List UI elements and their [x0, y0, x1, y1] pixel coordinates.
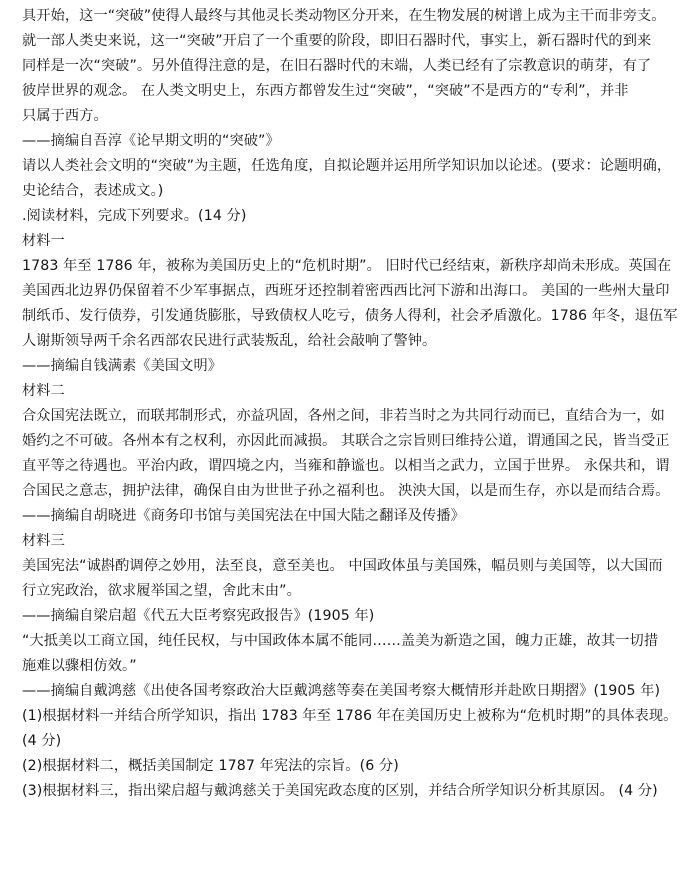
source-citation: ——摘编自戴鸿慈《出使各国考察政治大臣戴鸿慈等奏在美国考察大概情形并赴欧日期摺》(1905 年) [22, 683, 661, 699]
text-line: 只属于西方。 [22, 108, 108, 124]
text-line: 美国宪法“诚斟酌调停之妙用，法至良，意至美也。 中国政体虽与美国殊，幅员则与美国等，以大国而 [22, 558, 663, 574]
source-citation: ——摘编自吾淳《论早期文明的“突破”》 [22, 133, 280, 149]
material-heading: 材料一 [22, 233, 65, 249]
question-prompt: 请以人类社会文明的“突破”为主题，任选角度，自拟论题并运用所学知识加以论述。(要求：论题明确， [22, 158, 672, 174]
text-line: 合众国宪法既立，而联邦制形式，亦益巩固，各州之间，非若当时之为共同行动而已，直结合为一，如 [22, 408, 665, 424]
text-line: 彼岸世界的观念。 在人类文明史上，东西方都曾发生过“突破”，“突破”不是西方的“专利”，并非 [22, 83, 629, 99]
question-item: (4 分) [22, 733, 62, 749]
source-citation: ——摘编自胡晓进《商务印书馆与美国宪法在中国大陆之翻译及传播》 [22, 508, 465, 524]
text-line: 直平等之待遇也。平治内政，谓四境之内，当雍和静谧也。以相当之武力，立国于世界。 永保共和，谓 [22, 458, 670, 474]
text-line: 同样是一次“突破”。另外值得注意的是，在旧石器时代的末端，人类已经有了宗教意识的萌芽，有了 [22, 58, 652, 74]
text-line: 就一部人类史来说，这一“突破”开启了一个重要的阶段，即旧石器时代，事实上，新石器时代的到来 [22, 33, 652, 49]
text-line: 人谢斯领导两千余名西部农民进行武装叛乱，给社会敲响了警钟。 [22, 333, 437, 349]
question-item: (2)根据材料二，概括美国制定 1787 年宪法的宗旨。(6 分) [22, 758, 399, 774]
text-line: 婚约之不可破。各州本有之权利，亦因此而减损。 其联合之宗旨则曰维持公道，谓通国之民，皆当受正 [22, 433, 670, 449]
text-line: 行立宪政治，欲求履举国之望，舍此末由”。 [22, 583, 301, 599]
question-heading: .阅读材料，完成下列要求。(14 分) [22, 208, 247, 224]
text-line: “大抵美以工商立国，纯任民权，与中国政体本属不能同……盖美为新造之国，魄力正雄，故其一切措 [22, 633, 659, 649]
material-heading: 材料二 [22, 383, 65, 399]
question-prompt: 史论结合，表述成文。) [22, 183, 164, 199]
source-citation: ——摘编自梁启超《代五大臣考察宪政报告》(1905 年) [22, 608, 375, 624]
text-line: 1783 年至 1786 年，被称为美国历史上的“危机时期”。 旧时代已经结束，新秩序却尚未形成。英国在 [22, 258, 672, 274]
question-item: (1)根据材料一并结合所学知识，指出 1783 年至 1786 年在美国历史上被称为“危机时期”的具体表现。 [22, 708, 678, 724]
material-heading: 材料三 [22, 533, 65, 549]
source-citation: ——摘编自钱满素《美国文明》 [22, 358, 223, 374]
question-item: (3)根据材料三，指出梁启超与戴鸿慈关于美国宪政态度的区别，并结合所学知识分析其原因。 (4 分) [22, 783, 658, 799]
text-line: 美国西北边界仍保留着不少军事据点，西班牙还控制着密西西比河下游和出海口。 美国的一些州大量印 [22, 283, 670, 299]
text-line: 制纸币、发行债券，引发通货膨胀，导致债权人吃亏，债务人得利，社会矛盾激化。1786 年冬，退伍军 [22, 308, 678, 324]
text-line: 具开始，这一“突破”使得人最终与其他灵长类动物区分开来，在生物发展的树谱上成为主干而非旁支。 [22, 8, 666, 24]
text-line: 合国民之意志，拥护法律，确保自由为世世子孙之福利也。 泱泱大国，以是而生存，亦以是而结合焉。 [22, 483, 670, 499]
text-line: 施难以骤相仿效。” [22, 658, 137, 674]
